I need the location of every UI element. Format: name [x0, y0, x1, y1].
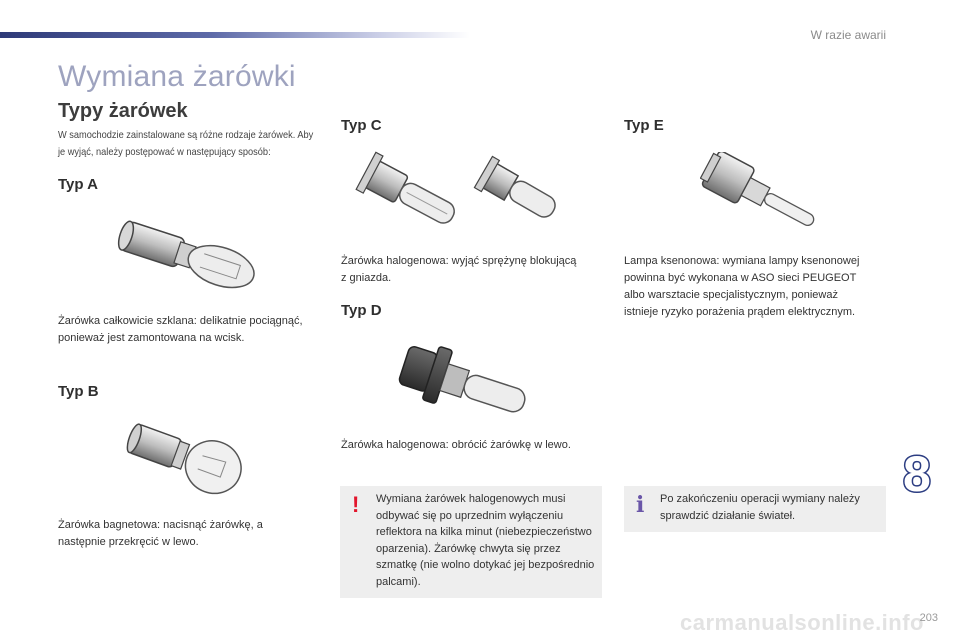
type-d-heading: Typ D — [341, 302, 382, 319]
type-a-heading: Typ A — [58, 176, 98, 193]
warning-icon: ! — [352, 492, 360, 517]
intro-text: W samochodzie zainstalowane są różne rodzaje żarówek. Aby je wyjąć, należy postępować w następujący sposób: — [58, 129, 314, 158]
type-c-heading: Typ C — [341, 117, 382, 134]
info-text: Po zakończeniu operacji wymiany należy sprawdzić działanie świateł. — [660, 493, 860, 522]
type-b-description: Żarówka bagnetowa: nacisnąć żarówkę, a następnie przekręcić w lewo. — [58, 519, 263, 548]
section-name: W razie awarii — [810, 28, 886, 42]
bulb-type-c-illustration — [355, 148, 591, 244]
warning-box — [340, 486, 602, 598]
header-gradient-bar — [0, 32, 470, 38]
type-e-description: Lampa ksenonowa: wymiana lampy ksenonowej powinna być wykonana w ASO sieci PEUGEOT albo warsztacie specjalistycznym, ponieważ istnieje ryzyko porażenia prądem elektrycznym. — [624, 255, 860, 318]
bulb-type-b-illustration — [120, 420, 250, 500]
type-d-description: Żarówka halogenowa: obrócić żarówkę w lewo. — [341, 439, 571, 451]
type-a-description: Żarówka całkowicie szklana: delikatnie pociągnąć, ponieważ jest zamontowana na wcisk. — [58, 315, 303, 344]
info-icon: i — [636, 492, 645, 518]
page-title: Wymiana żarówki — [58, 60, 296, 93]
bulb-type-e-illustration — [700, 152, 830, 236]
bulb-type-a-illustration — [110, 218, 265, 296]
chapter-number: 8 — [903, 446, 930, 502]
watermark: carmanualsonline.info — [680, 610, 924, 635]
type-b-heading: Typ B — [58, 383, 99, 400]
section-subtitle: Typy żarówek — [58, 100, 188, 122]
type-e-heading: Typ E — [624, 117, 664, 134]
page-number: 203 — [919, 612, 938, 624]
type-c-description: Żarówka halogenowa: wyjąć sprężynę blokującą z gniazda. — [341, 255, 577, 284]
warning-text: Wymiana żarówek halogenowych musi odbywać się po uprzednim wyłączeniu reflektora na kilka minut (niebezpieczeństwo oparzenia). Żarówkę chwyta się przez szmatkę (nie wolno dotykać jej bezpośrednio palcami). — [376, 493, 595, 588]
bulb-type-d-illustration — [395, 338, 545, 430]
info-box — [624, 486, 886, 532]
